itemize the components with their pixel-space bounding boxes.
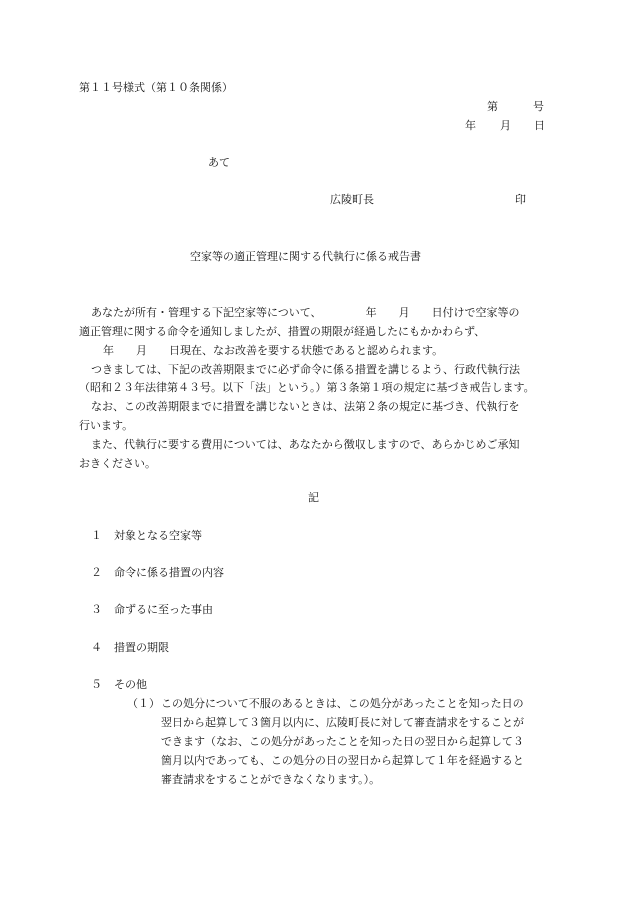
date-year: 年 <box>465 119 476 132</box>
addressee: あて <box>208 156 230 169</box>
doc-number-suffix: 号 <box>533 100 544 113</box>
sender-name: 広陵町長 <box>330 193 374 206</box>
body-line: なお、この改善期限までに措置を講じないときは、法第２条の規定に基づき、代執行を <box>91 400 520 413</box>
sub-item-line: できます（なお、この処分があったことを知った日の翌日から起算して３ <box>161 735 524 748</box>
body-line: 年 月 日現在、なお改善を要する状態であると認められます。 <box>103 344 444 357</box>
list-item: ４ 措置の期限 <box>91 641 169 654</box>
form-label: 第１１号様式（第１０条関係） <box>79 81 233 94</box>
list-item: １ 対象となる空家等 <box>91 529 202 542</box>
doc-number-prefix: 第 <box>487 100 498 113</box>
date-month: 月 <box>500 119 511 132</box>
body-line: （昭和２３年法律第４３号。以下「法」という。）第３条第１項の規定に基づき戒告します。 <box>79 381 535 394</box>
body-line: 行います。 <box>79 419 134 432</box>
date-day: 日 <box>534 119 545 132</box>
seal-mark: 印 <box>515 193 526 206</box>
body-line: また、代執行に要する費用については、あなたから徴収しますので、あらかじめご承知 <box>91 438 520 451</box>
body-line: 適正管理に関する命令を通知しましたが、措置の期限が経過したにもかかわらず、 <box>79 325 486 338</box>
list-item: ２ 命令に係る措置の内容 <box>91 566 224 579</box>
document-title: 空家等の適正管理に関する代執行に係る戒告書 <box>190 250 421 263</box>
list-item: ５ その他 <box>91 678 147 691</box>
ki-heading: 記 <box>308 491 319 504</box>
sub-item-line: 箇月以内であっても、この処分の日の翌日から起算して１年を経過すると <box>161 754 524 767</box>
sub-item-number: （１） <box>127 697 160 710</box>
body-line: つきましては、下記の改善期限までに必ず命令に係る措置を講じるよう、行政代執行法 <box>91 363 520 376</box>
body-line: あなたが所有・管理する下記空家等について、 年 月 日付けで空家等の <box>91 306 520 319</box>
sub-item-line: 審査請求をすることができなくなります。）。 <box>161 773 381 786</box>
body-line: おきください。 <box>79 457 156 470</box>
list-item: ３ 命ずるに至った事由 <box>91 603 213 616</box>
sub-item-line: 翌日から起算して３箇月以内に、広陵町長に対して審査請求をすることが <box>161 716 524 729</box>
sub-item-line: この処分について不服のあるときは、この処分があったことを知った日の <box>161 697 524 710</box>
